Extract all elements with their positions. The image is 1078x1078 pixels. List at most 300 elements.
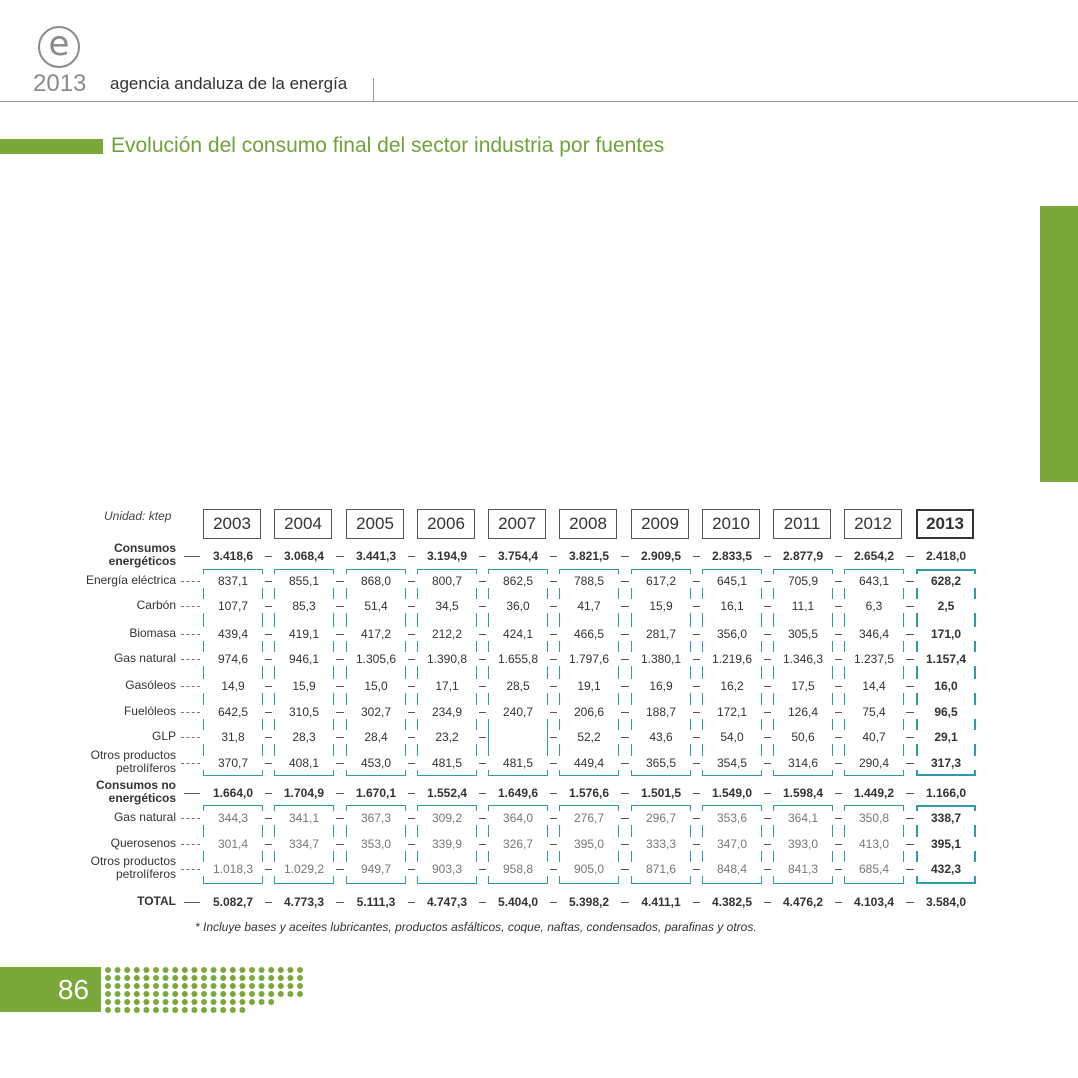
table-cell: 4.103,4: [844, 895, 904, 909]
row-connector: [265, 844, 272, 845]
table-cell: 848,4: [702, 862, 762, 876]
row-connector: [906, 737, 914, 738]
row-connector: [906, 556, 914, 557]
table-cell: 1.655,8: [488, 652, 548, 666]
table-cell: 862,5: [488, 574, 548, 588]
row-connector: [479, 581, 486, 582]
table-cell: 75,4: [844, 705, 904, 719]
table-cell: 317,3: [916, 756, 976, 770]
table-cell: 51,4: [346, 599, 406, 613]
table-cell: 642,5: [203, 705, 263, 719]
row-connector: [835, 793, 842, 794]
table-cell: 1.501,5: [631, 786, 691, 800]
table-cell: 52,2: [559, 730, 619, 744]
decorative-dot: [134, 983, 140, 989]
table-cell: 1.449,2: [844, 786, 904, 800]
unit-label: Unidad: ktep: [104, 509, 172, 523]
decorative-dot: [153, 1007, 159, 1013]
table-cell: 171,0: [916, 627, 976, 641]
row-connector: [336, 869, 344, 870]
row-connector: [764, 844, 771, 845]
row-connector: [835, 869, 842, 870]
decorative-dot: [153, 967, 159, 973]
logo-year: 2013: [33, 70, 87, 97]
decorative-dot: [278, 975, 284, 981]
year-header-2004: 2004: [274, 509, 332, 539]
row-label: Otros productos petrolíferos: [90, 854, 176, 881]
row-connector: [408, 818, 415, 819]
row-connector: [184, 556, 200, 557]
row-connector: [835, 763, 842, 764]
table-cell: 344,3: [203, 811, 263, 825]
decorative-dot: [172, 991, 178, 997]
decorative-dot: [268, 991, 274, 997]
decorative-dot: [211, 975, 217, 981]
table-cell: 365,5: [631, 756, 691, 770]
row-connector: [265, 556, 272, 557]
row-connector: [265, 737, 272, 738]
row-label: Gas natural: [113, 810, 176, 824]
decorative-dot: [211, 983, 217, 989]
row-connector: [621, 844, 629, 845]
table-cell: 172,1: [702, 705, 762, 719]
year-header-2010: 2010: [702, 509, 760, 539]
table-cell: 628,2: [916, 574, 976, 588]
table-cell: 855,1: [274, 574, 334, 588]
row-connector: [764, 793, 771, 794]
decorative-dot: [259, 975, 265, 981]
table-cell: 449,4: [559, 756, 619, 770]
table-cell: 339,9: [417, 837, 477, 851]
decorative-dot: [287, 991, 293, 997]
table-cell: 364,0: [488, 811, 548, 825]
decorative-dot: [230, 1007, 236, 1013]
row-connector: [693, 818, 700, 819]
row-connector: [550, 634, 557, 635]
row-connector: [621, 659, 629, 660]
table-cell: 1.237,5: [844, 652, 904, 666]
table-cell: 439,4: [203, 627, 263, 641]
table-cell: 3.194,9: [417, 549, 477, 563]
row-connector: [408, 763, 415, 764]
table-cell: 188,7: [631, 705, 691, 719]
decorative-dot: [220, 967, 226, 973]
table-cell: 50,6: [773, 730, 833, 744]
decorative-dot: [163, 967, 169, 973]
table-cell: 1.549,0: [702, 786, 762, 800]
row-connector: [408, 606, 415, 607]
row-connector: [835, 844, 842, 845]
table-cell: 1.552,4: [417, 786, 477, 800]
table-cell: 15,9: [274, 679, 334, 693]
table-cell: 788,5: [559, 574, 619, 588]
table-cell: 126,4: [773, 705, 833, 719]
table-cell: 16,1: [702, 599, 762, 613]
row-connector: [181, 606, 200, 607]
row-label: GLP: [151, 729, 176, 743]
table-cell: 314,6: [773, 756, 833, 770]
row-connector: [408, 581, 415, 582]
row-connector: [479, 556, 486, 557]
decorative-dot: [278, 983, 284, 989]
row-connector: [479, 869, 486, 870]
decorative-dot: [201, 967, 207, 973]
row-connector: [621, 902, 629, 903]
decorative-dot: [115, 967, 121, 973]
row-connector: [693, 556, 700, 557]
row-connector: [906, 686, 914, 687]
decorative-dot: [153, 975, 159, 981]
row-connector: [764, 556, 771, 557]
table-cell: 408,1: [274, 756, 334, 770]
row-connector: [693, 659, 700, 660]
table-cell: 1.346,3: [773, 652, 833, 666]
row-connector: [764, 712, 771, 713]
row-connector: [408, 737, 415, 738]
decorative-dot: [230, 999, 236, 1005]
row-connector: [764, 902, 771, 903]
table-cell: 2.909,5: [631, 549, 691, 563]
row-connector: [693, 793, 700, 794]
row-connector: [550, 556, 557, 557]
decorative-dot: [239, 975, 245, 981]
table-cell: 685,4: [844, 862, 904, 876]
decorative-dot: [105, 983, 111, 989]
table-cell: 338,7: [916, 811, 976, 825]
table-cell: 1.305,6: [346, 652, 406, 666]
row-connector: [621, 763, 629, 764]
decorative-dot: [230, 967, 236, 973]
table-cell: 305,5: [773, 627, 833, 641]
row-connector: [550, 686, 557, 687]
decorative-dot: [115, 1007, 121, 1013]
table-cell: 310,5: [274, 705, 334, 719]
table-cell: 1.029,2: [274, 862, 334, 876]
row-connector: [550, 659, 557, 660]
row-connector: [181, 686, 200, 687]
table-cell: 837,1: [203, 574, 263, 588]
table-cell: 3.418,6: [203, 549, 263, 563]
decorative-dot: [105, 1007, 111, 1013]
row-connector: [479, 763, 486, 764]
row-connector: [265, 606, 272, 607]
row-connector: [265, 793, 272, 794]
table-cell: 841,3: [773, 862, 833, 876]
row-connector: [550, 869, 557, 870]
header-divider-vertical: [373, 78, 374, 102]
table-cell: 800,7: [417, 574, 477, 588]
row-connector: [906, 606, 914, 607]
year-header-2006: 2006: [417, 509, 475, 539]
decorative-dot: [105, 967, 111, 973]
row-connector: [835, 606, 842, 607]
row-connector: [181, 869, 200, 870]
table-cell: 905,0: [559, 862, 619, 876]
row-connector: [693, 844, 700, 845]
decorative-dot: [211, 991, 217, 997]
table-cell: 1.670,1: [346, 786, 406, 800]
row-connector: [184, 793, 200, 794]
row-connector: [835, 818, 842, 819]
table-cell: 19,1: [559, 679, 619, 693]
table-cell: 326,7: [488, 837, 548, 851]
row-label: Gas natural: [113, 651, 176, 665]
row-connector: [550, 844, 557, 845]
decorative-dot: [259, 983, 265, 989]
table-cell: 4.773,3: [274, 895, 334, 909]
table-cell: 1.018,3: [203, 862, 263, 876]
row-connector: [408, 686, 415, 687]
row-connector: [336, 844, 344, 845]
table-cell: 14,9: [203, 679, 263, 693]
table-cell: 946,1: [274, 652, 334, 666]
table-cell: 4.476,2: [773, 895, 833, 909]
decorative-dot: [172, 975, 178, 981]
row-label: Biomasa: [129, 626, 176, 640]
row-connector: [336, 659, 344, 660]
row-connector: [621, 686, 629, 687]
row-connector: [906, 869, 914, 870]
table-cell: 1.649,6: [488, 786, 548, 800]
row-connector: [336, 606, 344, 607]
row-connector: [181, 659, 200, 660]
table-cell: 1.704,9: [274, 786, 334, 800]
table-cell: 350,8: [844, 811, 904, 825]
table-cell: 302,7: [346, 705, 406, 719]
table-cell: 15,9: [631, 599, 691, 613]
table-cell: 645,1: [702, 574, 762, 588]
row-connector: [835, 634, 842, 635]
decorative-dot: [278, 967, 284, 973]
table-cell: 85,3: [274, 599, 334, 613]
decorative-dot: [143, 991, 149, 997]
table-cell: 17,1: [417, 679, 477, 693]
row-label: TOTAL: [137, 894, 176, 908]
decorative-dot: [211, 967, 217, 973]
row-connector: [906, 581, 914, 582]
logo-letter: e: [48, 24, 70, 64]
row-connector: [835, 737, 842, 738]
table-cell: 1.166,0: [916, 786, 976, 800]
table-cell: 424,1: [488, 627, 548, 641]
table-cell: 419,1: [274, 627, 334, 641]
row-connector: [550, 763, 557, 764]
row-label: Fuelóleos: [123, 704, 176, 718]
table-cell: 1.157,4: [916, 652, 976, 666]
table-cell: 2.654,2: [844, 549, 904, 563]
table-cell: 453,0: [346, 756, 406, 770]
year-header-2008: 2008: [559, 509, 617, 539]
decorative-dot: [105, 975, 111, 981]
row-connector: [265, 712, 272, 713]
decorative-dot: [134, 975, 140, 981]
decorative-dot: [134, 967, 140, 973]
row-connector: [408, 902, 415, 903]
decorative-dot: [191, 967, 197, 973]
decorative-dot: [249, 975, 255, 981]
row-connector: [906, 844, 914, 845]
table-cell: 36,0: [488, 599, 548, 613]
decorative-dot: [134, 999, 140, 1005]
row-connector: [336, 793, 344, 794]
row-connector: [550, 581, 557, 582]
decorative-dot: [201, 991, 207, 997]
row-connector: [181, 634, 200, 635]
row-connector: [764, 686, 771, 687]
year-header-2013: 2013: [916, 509, 974, 539]
table-cell: 17,5: [773, 679, 833, 693]
table-cell: 346,4: [844, 627, 904, 641]
decorative-dot: [115, 999, 121, 1005]
row-connector: [181, 581, 200, 582]
row-connector: [479, 659, 486, 660]
row-connector: [336, 556, 344, 557]
row-connector: [693, 763, 700, 764]
decorative-dot: [134, 1007, 140, 1013]
table-cell: 16,2: [702, 679, 762, 693]
decorative-dot: [287, 967, 293, 973]
row-connector: [764, 763, 771, 764]
row-connector: [479, 634, 486, 635]
row-label: Consumos energéticos: [108, 541, 176, 568]
decorative-dot: [163, 991, 169, 997]
table-cell: 333,3: [631, 837, 691, 851]
table-cell: 2.418,0: [916, 549, 976, 563]
decorative-dot: [134, 991, 140, 997]
decorative-dot: [268, 999, 274, 1005]
row-connector: [550, 818, 557, 819]
decorative-dot: [163, 999, 169, 1005]
decorative-dot: [172, 967, 178, 973]
decorative-dot: [268, 983, 274, 989]
row-connector: [693, 712, 700, 713]
row-connector: [621, 712, 629, 713]
table-cell: 28,5: [488, 679, 548, 693]
row-connector: [408, 712, 415, 713]
year-header-2003: 2003: [203, 509, 261, 539]
row-connector: [693, 634, 700, 635]
row-label: Carbón: [136, 598, 176, 612]
table-cell: 481,5: [417, 756, 477, 770]
row-connector: [336, 686, 344, 687]
row-connector: [621, 581, 629, 582]
row-connector: [408, 634, 415, 635]
year-header-2005: 2005: [346, 509, 404, 539]
row-connector: [764, 737, 771, 738]
decorative-dot: [182, 967, 188, 973]
decorative-dot: [124, 991, 130, 997]
table-cell: 276,7: [559, 811, 619, 825]
year-header-2007: 2007: [488, 509, 546, 539]
page-title: Evolución del consumo final del sector industria por fuentes: [111, 134, 665, 157]
table-cell: 3.441,3: [346, 549, 406, 563]
decorative-dot: [172, 999, 178, 1005]
decorative-dot: [201, 983, 207, 989]
decorative-dot: [249, 983, 255, 989]
row-connector: [693, 869, 700, 870]
table-cell: 393,0: [773, 837, 833, 851]
row-connector: [693, 686, 700, 687]
row-connector: [693, 737, 700, 738]
decorative-dot: [143, 1007, 149, 1013]
row-connector: [693, 606, 700, 607]
table-cell: 309,2: [417, 811, 477, 825]
decorative-dot: [191, 1007, 197, 1013]
decorative-dot: [259, 967, 265, 973]
table-cell: 23,2: [417, 730, 477, 744]
row-connector: [336, 712, 344, 713]
table-cell: 6,3: [844, 599, 904, 613]
decorative-dot: [182, 975, 188, 981]
table-cell: 296,7: [631, 811, 691, 825]
row-connector: [184, 902, 200, 903]
decorative-dot: [230, 991, 236, 997]
decorative-dot: [287, 983, 293, 989]
decorative-dot: [249, 999, 255, 1005]
decorative-dot: [259, 999, 265, 1005]
agency-name: agencia andaluza de la energía: [110, 74, 348, 93]
table-cell: 5.398,2: [559, 895, 619, 909]
row-connector: [764, 634, 771, 635]
table-cell: 705,9: [773, 574, 833, 588]
table-cell: 281,7: [631, 627, 691, 641]
table-cell: 1.664,0: [203, 786, 263, 800]
table-cell: 4.382,5: [702, 895, 762, 909]
footnote: * Incluye bases y aceites lubricantes, productos asfálticos, coque, naftas, condensados, parafinas y otros.: [195, 920, 757, 934]
row-label: Otros productos petrolíferos: [90, 748, 176, 775]
table-cell: 3.584,0: [916, 895, 976, 909]
row-connector: [764, 869, 771, 870]
table-cell: 417,2: [346, 627, 406, 641]
row-connector: [693, 902, 700, 903]
row-connector: [181, 737, 200, 738]
table-cell: 14,4: [844, 679, 904, 693]
table-cell: 466,5: [559, 627, 619, 641]
title-accent-bar: [0, 139, 103, 154]
decorative-dot: [297, 983, 303, 989]
decorative-dot: [268, 967, 274, 973]
table-cell: 96,5: [916, 705, 976, 719]
page-number: 86: [57, 974, 90, 1005]
table-cell: 432,3: [916, 862, 976, 876]
table-cell: 16,9: [631, 679, 691, 693]
row-connector: [835, 581, 842, 582]
decorative-dot: [153, 999, 159, 1005]
decorative-dot: [239, 991, 245, 997]
decorative-dot: [211, 1007, 217, 1013]
decorative-dot: [201, 999, 207, 1005]
row-connector: [835, 686, 842, 687]
table-cell: 11,1: [773, 599, 833, 613]
decorative-dot: [182, 1007, 188, 1013]
decorative-dot: [182, 983, 188, 989]
table-cell: 974,6: [203, 652, 263, 666]
row-connector: [906, 902, 914, 903]
table-cell: 370,7: [203, 756, 263, 770]
table-cell: 356,0: [702, 627, 762, 641]
decorative-dot: [172, 1007, 178, 1013]
table-cell: 16,0: [916, 679, 976, 693]
row-connector: [408, 844, 415, 845]
row-label: Querosenos: [110, 836, 176, 850]
decorative-dot: [220, 999, 226, 1005]
row-connector: [621, 793, 629, 794]
table-cell: 212,2: [417, 627, 477, 641]
table-cell: 15,0: [346, 679, 406, 693]
row-connector: [479, 793, 486, 794]
row-connector: [265, 902, 272, 903]
decorative-dot: [220, 991, 226, 997]
